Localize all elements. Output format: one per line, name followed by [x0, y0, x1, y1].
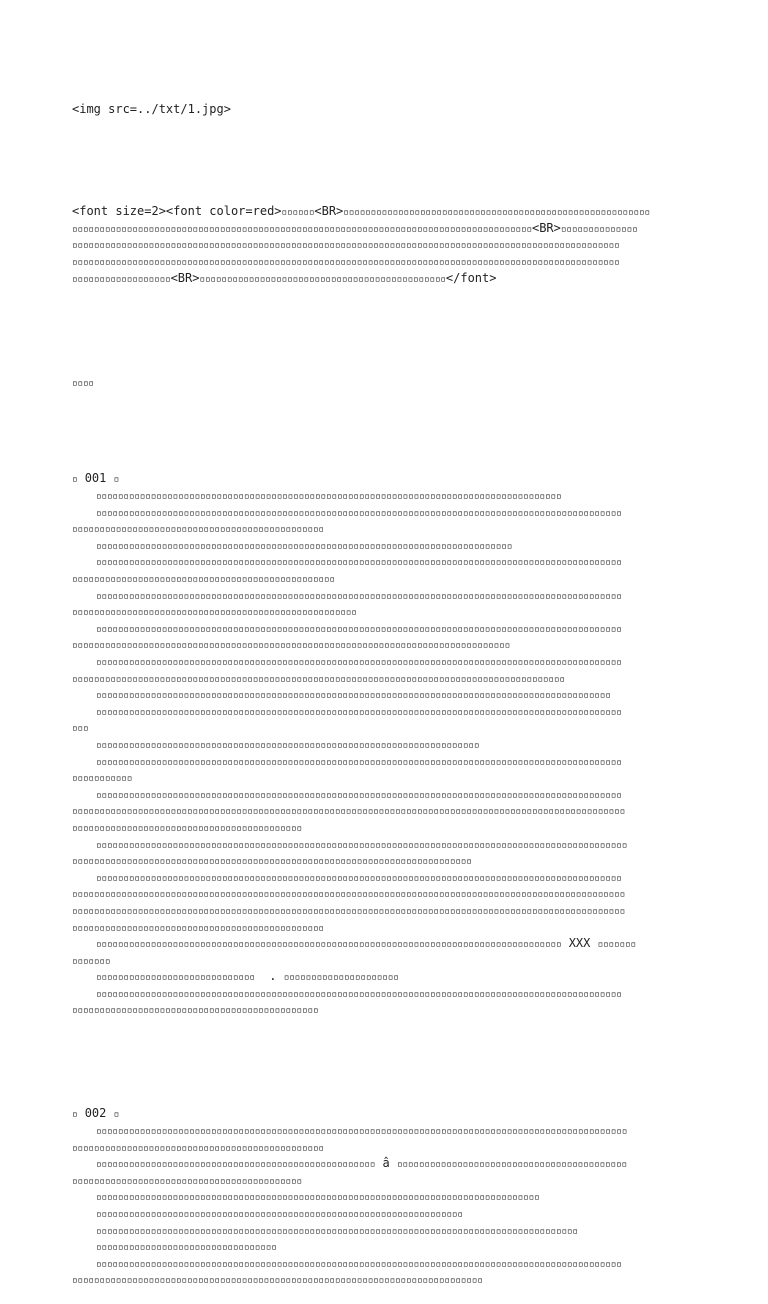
- unrendered-glyphs: ▫▫▫▫▫▫: [281, 207, 315, 219]
- text-line: [72, 1002, 712, 1019]
- text-line: [72, 1189, 712, 1206]
- unrendered-glyphs: ▫▫▫▫▫▫▫▫▫▫▫▫▫▫▫▫▫▫: [72, 273, 171, 285]
- text-line: [72, 1206, 712, 1223]
- unrendered-glyphs: ▫▫▫▫▫▫▫▫▫▫▫▫▫▫▫▫▫▫▫▫▫▫▫▫▫▫▫▫▫▫▫▫▫▫▫▫▫▫▫▫▫▫▫▫▫▫▫▫▫▫▫▫▫▫▫▫▫▫▫▫▫▫▫▫▫▫▫▫▫▫▫▫▫▫▫▫▫▫▫▫▫▫▫▫▫▫▫▫▫▫▫▫▫▫▫▫: [96, 507, 622, 519]
- text-line: [72, 953, 712, 970]
- unrendered-glyphs: ▫▫▫▫▫▫▫▫▫▫▫▫▫▫▫▫▫▫▫▫▫▫▫▫▫▫▫▫▫▫▫▫▫▫▫▫▫▫▫▫▫▫▫▫▫▫▫▫▫▫▫▫▫▫▫▫▫▫▫▫▫▫▫▫▫▫▫▫▫▫▫▫▫▫▫▫▫▫▫▫▫▫▫▫▫: [96, 939, 562, 951]
- markup-tag: </font>: [445, 270, 497, 285]
- unrendered-glyphs: ▫: [113, 474, 120, 486]
- unrendered-glyphs: ▫▫▫▫▫▫▫▫▫▫▫▫▫▫▫▫▫▫▫▫▫▫▫▫▫▫▫▫▫▫▫▫▫▫▫▫▫▫▫▫▫▫▫▫▫: [72, 1005, 319, 1017]
- unrendered-glyphs: ▫: [72, 1109, 78, 1121]
- unrendered-glyphs: ▫▫▫▫▫▫▫▫▫▫▫: [72, 773, 133, 785]
- unrendered-glyphs: ▫▫▫▫▫▫▫▫▫▫▫▫▫▫: [560, 223, 638, 235]
- inline-text: .: [254, 969, 284, 984]
- text-line: [72, 654, 712, 671]
- unrendered-glyphs: ▫▫▫▫: [72, 377, 94, 389]
- unrendered-glyphs: ▫▫▫▫▫▫▫▫▫▫▫▫▫▫▫▫▫▫▫▫▫▫▫▫▫▫▫▫▫▫▫▫▫▫▫▫▫▫▫▫▫▫▫▫▫▫▫▫▫▫▫▫▫▫▫▫▫▫▫▫▫▫▫▫▫▫▫▫▫▫▫▫▫▫▫▫▫▫▫▫▫▫▫▫▫▫▫▫▫▫▫▫▫▫▫▫▫▫▫▫: [72, 240, 620, 252]
- chapter-number: 002: [77, 1106, 114, 1121]
- unrendered-glyphs: ▫▫▫▫▫▫▫▫▫▫▫▫▫▫▫▫▫▫▫▫▫▫▫▫▫▫▫▫▫▫▫▫▫▫▫▫▫▫▫▫▫▫▫▫▫▫: [72, 524, 324, 536]
- unrendered-glyphs: ▫▫▫: [72, 723, 89, 735]
- markup-tag: <BR>: [314, 204, 344, 219]
- text-line: [72, 986, 712, 1003]
- unrendered-glyphs: ▫▫▫▫▫▫▫▫▫▫▫▫▫▫▫▫▫▫▫▫▫▫▫▫▫▫▫▫▫▫▫▫▫▫▫▫▫▫▫▫▫▫▫▫▫▫▫▫▫▫▫▫▫▫▫▫▫▫▫▫▫▫▫▫▫▫▫▫▫▫▫▫▫▫▫▫▫▫▫▫▫▫▫▫▫▫▫▫▫▫▫▫▫▫▫▫▫▫▫▫: [72, 256, 620, 268]
- text-line: [72, 969, 712, 986]
- unrendered-glyphs: ▫▫▫▫▫▫▫▫▫▫▫▫▫▫▫▫▫▫▫▫▫▫▫▫▫▫▫▫▫▫▫▫▫▫▫▫▫▫▫▫▫▫▫▫▫▫▫▫▫▫▫▫▫▫▫▫▫▫▫▫▫▫▫▫▫▫▫▫▫▫▫▫▫▫▫▫▫▫▫▫: [72, 640, 511, 652]
- unrendered-glyphs: ▫▫▫▫▫▫▫▫▫▫▫▫▫▫▫▫▫▫▫▫▫▫▫▫▫▫▫▫▫: [96, 972, 255, 984]
- text-line: [72, 1272, 712, 1289]
- unrendered-glyphs: ▫▫▫▫▫▫▫▫▫▫▫▫▫▫▫▫▫▫▫▫▫▫▫▫▫▫▫▫▫▫▫▫▫▫▫▫▫▫▫▫▫▫▫▫▫▫▫▫▫▫▫▫▫▫▫▫▫▫▫▫▫▫▫▫▫▫▫▫▫▫▫▫▫▫▫▫▫▫▫▫▫▫▫▫: [72, 223, 532, 235]
- chapter-002: [72, 1106, 712, 1289]
- unrendered-glyphs: ▫▫▫▫▫▫▫▫▫▫▫▫▫▫▫▫▫▫▫▫▫▫▫▫▫▫▫▫▫▫▫▫▫▫▫▫▫▫▫▫▫▫▫▫▫▫▫▫▫▫▫▫▫▫▫▫▫▫▫▫▫▫▫▫▫▫▫▫▫▫▫▫▫▫▫▫▫▫▫▫▫▫▫▫▫▫▫▫▫▫▫▫▫▫▫▫: [96, 1258, 622, 1270]
- text-line: [72, 1156, 712, 1173]
- text-line: [72, 1173, 712, 1190]
- unrendered-glyphs: ▫▫▫▫▫▫▫▫▫▫▫▫▫▫▫▫▫▫▫▫▫▫▫▫▫▫▫▫▫▫▫▫▫▫▫▫▫▫▫▫▫▫: [396, 1159, 627, 1171]
- unrendered-glyphs: ▫▫▫▫▫▫▫▫▫▫▫▫▫▫▫▫▫▫▫▫▫▫▫▫▫▫▫▫▫▫▫▫▫▫▫▫▫▫▫▫▫▫▫▫▫▫: [72, 922, 324, 934]
- markup-line: [72, 271, 712, 288]
- unrendered-glyphs: ▫▫▫▫▫▫▫▫▫▫▫▫▫▫▫▫▫▫▫▫▫▫▫▫▫▫▫▫▫▫▫▫▫▫▫▫▫▫▫▫▫▫▫▫▫▫▫▫▫▫▫▫▫▫▫▫▫▫▫▫▫▫▫▫▫▫▫: [96, 1209, 463, 1220]
- text-line: [72, 853, 712, 870]
- text-line: [72, 820, 712, 837]
- unrendered-glyphs: ▫▫▫▫▫▫▫▫▫▫▫▫▫▫▫▫▫▫▫▫▫▫▫▫▫▫▫▫▫▫▫▫▫▫▫▫▫▫▫▫▫▫▫▫▫▫▫▫▫▫▫▫▫▫▫▫▫▫▫▫▫▫▫▫▫▫▫▫▫▫▫▫▫▫▫▫▫▫▫▫▫▫▫▫▫▫▫▫▫▫▫▫▫▫▫▫: [96, 557, 622, 569]
- text-line: [72, 571, 712, 588]
- text-line: [72, 621, 712, 638]
- text-line: [72, 554, 712, 571]
- unrendered-glyphs: ▫▫▫▫▫▫▫▫▫▫▫▫▫▫▫▫▫▫▫▫▫▫▫▫▫▫▫▫▫▫▫▫▫▫▫▫▫▫▫▫▫▫▫▫▫▫▫▫▫▫▫▫▫▫▫▫▫▫▫▫▫▫▫▫▫▫▫▫▫▫▫▫▫▫▫▫▫▫▫▫▫▫▫▫▫▫▫▫▫▫▫▫▫▫▫▫: [96, 872, 622, 884]
- unrendered-glyphs: ▫▫▫▫▫▫▫▫▫▫▫▫▫▫▫▫▫▫▫▫▫▫▫▫▫▫▫▫▫▫▫▫▫▫▫▫▫▫▫▫▫▫▫▫▫▫▫▫▫▫▫▫▫▫▫▫▫▫▫▫▫▫▫▫▫▫▫▫▫▫▫▫▫▫▫▫▫▫▫▫▫▫▫▫▫▫▫▫▫▫▫▫▫▫▫▫: [96, 756, 622, 768]
- text-line: [72, 787, 712, 804]
- unrendered-glyphs: ▫▫▫▫▫▫▫: [72, 955, 111, 967]
- unrendered-glyphs: ▫▫▫▫▫▫▫▫▫▫▫▫▫▫▫▫▫▫▫▫▫▫▫▫▫▫▫▫▫▫▫▫▫▫▫▫▫▫▫▫▫▫▫▫▫▫▫▫▫▫▫▫▫▫▫▫▫▫▫▫▫▫▫▫▫▫▫▫▫▫▫▫▫: [72, 856, 472, 868]
- text-line: [72, 588, 712, 605]
- spacer: [72, 420, 712, 442]
- text-line: [72, 903, 712, 920]
- unrendered-glyphs: ▫▫▫▫▫▫▫▫▫▫▫▫▫▫▫▫▫▫▫▫▫▫▫▫▫▫▫▫▫▫▫▫▫▫▫▫▫▫▫▫▫▫▫▫▫▫▫▫▫▫▫▫▫▫▫▫▫▫▫▫▫▫▫▫▫▫▫▫▫▫▫▫▫▫▫▫▫▫▫▫▫▫▫▫▫▫▫▫▫▫▫▫▫▫▫▫: [96, 657, 622, 668]
- text-line: [72, 538, 712, 555]
- text-line: [72, 837, 712, 854]
- text-line: [72, 754, 712, 771]
- markup-tag: <BR>: [170, 270, 200, 285]
- unrendered-glyphs: ▫▫▫▫▫▫▫▫▫▫▫▫▫▫▫▫▫▫▫▫▫▫▫▫▫▫▫▫▫▫▫▫▫▫▫▫▫▫▫▫▫▫▫▫▫▫▫▫▫▫▫▫▫▫▫▫▫▫▫▫▫▫▫▫▫▫▫▫▫▫▫▫▫▫▫▫▫▫▫▫▫▫▫▫▫▫▫▫▫▫▫▫▫▫▫▫▫▫▫▫▫: [72, 889, 626, 901]
- unrendered-glyphs: ▫▫▫▫▫▫▫▫▫▫▫▫▫▫▫▫▫▫▫▫▫▫▫▫▫▫▫▫▫▫▫▫▫▫▫▫▫▫▫▫▫▫▫▫▫▫▫▫▫▫▫▫▫▫▫▫▫▫▫▫▫▫▫▫▫▫▫▫▫▫▫▫▫▫▫▫▫▫▫▫▫▫▫▫▫▫▫▫▫▫▫▫▫▫▫▫▫▫▫▫▫: [72, 806, 626, 818]
- unrendered-glyphs: ▫▫▫▫▫▫▫▫▫▫▫▫▫▫▫▫▫▫▫▫▫▫▫▫▫▫▫▫▫▫▫▫▫▫▫▫▫▫▫▫▫▫▫▫▫▫: [72, 1142, 324, 1154]
- unrendered-glyphs: ▫▫▫▫▫▫▫▫▫▫▫▫▫▫▫▫▫▫▫▫▫▫▫▫▫▫▫▫▫▫▫▫▫▫▫▫▫▫▫▫▫▫▫▫▫▫▫▫▫▫▫▫▫▫▫▫▫▫▫▫▫▫▫▫▫▫▫▫▫▫▫▫▫▫▫▫▫▫▫▫▫▫▫▫▫▫▫▫▫▫▫▫▫▫▫▫: [96, 988, 622, 1000]
- text-line: [72, 704, 712, 721]
- unrendered-glyphs: ▫▫▫▫▫▫▫▫▫▫▫▫▫▫▫▫▫▫▫▫▫▫▫▫▫▫▫▫▫▫▫▫▫▫▫▫▫▫▫▫▫▫▫▫▫▫▫▫▫▫▫▫▫▫▫▫▫▫▫▫▫▫▫▫▫▫▫▫▫▫▫▫▫▫▫▫▫▫▫▫▫▫▫▫▫▫▫▫▫▫▫▫▫▫▫▫▫: [96, 1126, 628, 1138]
- unrendered-glyphs: ▫▫▫▫▫▫▫▫▫▫▫▫▫▫▫▫▫▫▫▫▫▫▫▫▫▫▫▫▫▫▫▫▫▫▫▫▫▫▫▫▫▫▫▫▫▫▫▫▫▫▫▫▫▫▫▫▫▫▫▫▫▫▫▫▫▫▫▫▫▫▫▫▫▫▫▫▫▫▫▫▫: [96, 1192, 540, 1204]
- unrendered-glyphs: ▫: [113, 1109, 120, 1121]
- font-markup-block: [72, 204, 712, 287]
- markup-tag: <font size=2><font color=red>: [72, 204, 282, 219]
- text-line: [72, 637, 712, 654]
- chapter-number: 001: [77, 471, 114, 486]
- document-body: [72, 73, 712, 1304]
- text-line: [72, 687, 712, 704]
- spacer: [72, 316, 712, 345]
- spacer: [72, 146, 712, 175]
- spacer: [72, 1048, 712, 1077]
- markup-line: [72, 254, 712, 271]
- unrendered-glyphs: ▫▫▫▫▫▫▫▫▫▫▫▫▫▫▫▫▫▫▫▫▫▫▫▫▫▫▫▫▫▫▫▫▫▫▫▫▫▫▫▫▫▫▫▫▫▫▫▫▫▫▫▫▫▫▫▫▫▫▫▫▫▫▫▫▫▫▫▫▫▫▫▫▫▫▫▫▫▫▫▫▫▫▫▫▫▫▫▫▫▫▫▫▫▫▫▫: [96, 706, 622, 718]
- text-line: [72, 737, 712, 754]
- unrendered-glyphs: ▫▫▫▫▫▫▫▫▫▫▫▫▫▫▫▫▫▫▫▫▫▫▫▫▫▫▫▫▫▫▫▫▫▫▫▫▫▫▫▫▫▫▫▫▫▫▫▫▫▫▫▫▫▫▫▫▫▫▫▫▫▫▫▫▫▫▫▫▫▫: [96, 739, 480, 751]
- markup-tag: <BR>: [531, 220, 561, 235]
- chapter-list-heading: [72, 375, 712, 392]
- inline-text: â: [375, 1156, 397, 1171]
- unrendered-glyphs: ▫▫▫▫▫▫▫▫▫▫▫▫▫▫▫▫▫▫▫▫▫: [283, 972, 399, 984]
- text-line: [72, 604, 712, 621]
- unrendered-glyphs: ▫▫▫▫▫▫▫▫▫▫▫▫▫▫▫▫▫▫▫▫▫▫▫▫▫▫▫▫▫▫▫▫▫▫▫▫▫▫▫▫▫▫▫▫▫▫▫▫▫▫▫▫▫▫▫▫▫▫▫▫▫▫▫▫▫▫▫▫▫▫▫▫▫▫▫▫▫▫▫▫▫▫▫▫▫▫▫▫▫▫▫▫▫▫▫▫▫: [96, 839, 628, 851]
- unrendered-glyphs: ▫▫▫▫▫▫▫: [597, 939, 636, 951]
- chapter-label: [72, 471, 712, 488]
- unrendered-glyphs: ▫▫▫▫▫▫▫▫▫▫▫▫▫▫▫▫▫▫▫▫▫▫▫▫▫▫▫▫▫▫▫▫▫▫▫▫▫▫▫▫▫▫▫▫▫▫▫▫▫▫▫▫: [72, 607, 357, 619]
- text-line: [72, 1223, 712, 1240]
- unrendered-glyphs: ▫▫▫▫▫▫▫▫▫▫▫▫▫▫▫▫▫▫▫▫▫▫▫▫▫▫▫▫▫▫▫▫▫▫▫▫▫▫▫▫▫▫▫▫▫▫▫▫▫▫▫▫▫▫▫▫▫▫▫▫▫▫▫▫▫▫▫▫▫▫▫▫▫▫▫▫▫▫▫▫▫▫▫▫▫▫▫▫▫▫: [72, 673, 565, 685]
- unrendered-glyphs: ▫▫▫▫▫▫▫▫▫▫▫▫▫▫▫▫▫▫▫▫▫▫▫▫▫▫▫▫▫▫▫▫▫▫▫▫▫▫▫▫▫▫: [72, 1175, 302, 1187]
- unrendered-glyphs: ▫: [72, 474, 78, 486]
- chapter-001: [72, 471, 712, 1019]
- text-line: [72, 870, 712, 887]
- unrendered-glyphs: ▫▫▫▫▫▫▫▫▫▫▫▫▫▫▫▫▫▫▫▫▫▫▫▫▫▫▫▫▫▫▫▫▫▫▫▫▫▫▫▫▫▫▫▫▫▫▫▫▫▫▫▫▫▫▫▫: [343, 207, 650, 219]
- unrendered-glyphs: ▫▫▫▫▫▫▫▫▫▫▫▫▫▫▫▫▫▫▫▫▫▫▫▫▫▫▫▫▫▫▫▫▫▫▫▫▫▫▫▫▫▫▫▫▫▫▫▫▫▫▫▫▫▫▫▫▫▫▫▫▫▫▫▫▫▫▫▫▫▫▫▫▫▫▫▫▫▫▫▫▫▫▫▫▫▫▫▫▫▫▫▫▫▫▫▫: [96, 789, 622, 801]
- unrendered-glyphs: ▫▫▫▫▫▫▫▫▫▫▫▫▫▫▫▫▫▫▫▫▫▫▫▫▫▫▫▫▫▫▫▫▫▫▫▫▫▫▫▫▫▫▫▫▫▫▫▫▫▫▫▫▫▫▫▫▫▫▫▫▫▫▫▫▫▫▫▫▫▫▫▫▫▫▫: [72, 1275, 483, 1287]
- unrendered-glyphs: ▫▫▫▫▫▫▫▫▫▫▫▫▫▫▫▫▫▫▫▫▫▫▫▫▫▫▫▫▫▫▫▫▫▫▫▫▫▫▫▫▫▫: [72, 822, 302, 834]
- unrendered-glyphs: ▫▫▫▫▫▫▫▫▫▫▫▫▫▫▫▫▫▫▫▫▫▫▫▫▫▫▫▫▫▫▫▫▫▫▫▫▫▫▫▫▫▫▫▫▫▫▫▫▫▫▫▫▫▫▫▫▫▫▫▫▫▫▫▫▫▫▫▫▫▫▫▫▫▫▫▫▫▫▫▫▫▫▫▫▫▫▫▫▫▫▫▫▫▫▫▫▫▫▫▫▫: [72, 905, 626, 917]
- chapter-label: [72, 1106, 712, 1123]
- text-line: [72, 920, 712, 937]
- unrendered-glyphs: ▫▫▫▫▫▫▫▫▫▫▫▫▫▫▫▫▫▫▫▫▫▫▫▫▫▫▫▫▫▫▫▫▫▫▫▫▫▫▫▫▫▫▫▫▫▫▫▫▫▫▫▫▫▫▫▫▫▫▫▫▫▫▫▫▫▫▫▫▫▫▫▫▫▫▫▫▫▫▫▫▫▫▫▫▫▫▫▫▫▫▫▫▫▫▫▫: [96, 590, 622, 602]
- text-line: [72, 720, 712, 737]
- unrendered-glyphs: ▫▫▫▫▫▫▫▫▫▫▫▫▫▫▫▫▫▫▫▫▫▫▫▫▫▫▫▫▫▫▫▫▫▫▫▫▫▫▫▫▫▫▫▫▫: [199, 273, 446, 285]
- unrendered-glyphs: ▫▫▫▫▫▫▫▫▫▫▫▫▫▫▫▫▫▫▫▫▫▫▫▫▫▫▫▫▫▫▫▫▫: [96, 1242, 277, 1254]
- text-line: [72, 671, 712, 688]
- unrendered-glyphs: ▫▫▫▫▫▫▫▫▫▫▫▫▫▫▫▫▫▫▫▫▫▫▫▫▫▫▫▫▫▫▫▫▫▫▫▫▫▫▫▫▫▫▫▫▫▫▫▫▫▫▫▫▫▫▫▫▫▫▫▫▫▫▫▫▫▫▫▫▫▫▫▫▫▫▫▫▫▫▫▫▫▫▫▫▫▫▫▫▫▫▫▫▫▫▫▫: [96, 623, 622, 635]
- text-line: [72, 521, 712, 538]
- unrendered-glyphs: ▫▫▫▫▫▫▫▫▫▫▫▫▫▫▫▫▫▫▫▫▫▫▫▫▫▫▫▫▫▫▫▫▫▫▫▫▫▫▫▫▫▫▫▫▫▫▫▫▫▫▫▫▫▫▫▫▫▫▫▫▫▫▫▫▫▫▫▫▫▫▫▫▫▫▫▫: [96, 540, 513, 552]
- markup-line: [72, 221, 712, 238]
- inline-text: XXX: [561, 936, 598, 951]
- text-line: [72, 505, 712, 522]
- text-line: [72, 1123, 712, 1140]
- unrendered-glyphs: ▫▫▫▫▫▫▫▫▫▫▫▫▫▫▫▫▫▫▫▫▫▫▫▫▫▫▫▫▫▫▫▫▫▫▫▫▫▫▫▫▫▫▫▫▫▫▫▫: [72, 574, 335, 586]
- img-tag-line: <img src=../txt/1.jpg>: [72, 102, 231, 117]
- text-line: [72, 886, 712, 903]
- text-line: [72, 803, 712, 820]
- text-line: [72, 488, 712, 505]
- text-line: [72, 936, 712, 953]
- markup-line: [72, 237, 712, 254]
- unrendered-glyphs: ▫▫▫▫▫▫▫▫▫▫▫▫▫▫▫▫▫▫▫▫▫▫▫▫▫▫▫▫▫▫▫▫▫▫▫▫▫▫▫▫▫▫▫▫▫▫▫▫▫▫▫▫▫▫▫▫▫▫▫▫▫▫▫▫▫▫▫▫▫▫▫▫▫▫▫▫▫▫▫▫▫▫▫▫▫: [96, 491, 562, 503]
- text-line: [72, 1256, 712, 1273]
- markup-line: [72, 204, 712, 221]
- text-line: [72, 1239, 712, 1256]
- text-line: [72, 770, 712, 787]
- text-line: [72, 1140, 712, 1157]
- unrendered-glyphs: ▫▫▫▫▫▫▫▫▫▫▫▫▫▫▫▫▫▫▫▫▫▫▫▫▫▫▫▫▫▫▫▫▫▫▫▫▫▫▫▫▫▫▫▫▫▫▫▫▫▫▫▫▫▫▫▫▫▫▫▫▫▫▫▫▫▫▫▫▫▫▫▫▫▫▫▫▫▫▫▫▫▫▫▫▫▫▫▫▫▫▫▫▫▫: [96, 690, 611, 702]
- unrendered-glyphs: ▫▫▫▫▫▫▫▫▫▫▫▫▫▫▫▫▫▫▫▫▫▫▫▫▫▫▫▫▫▫▫▫▫▫▫▫▫▫▫▫▫▫▫▫▫▫▫▫▫▫▫▫▫▫▫▫▫▫▫▫▫▫▫▫▫▫▫▫▫▫▫▫▫▫▫▫▫▫▫▫▫▫▫▫▫▫▫▫: [96, 1225, 578, 1237]
- unrendered-glyphs: ▫▫▫▫▫▫▫▫▫▫▫▫▫▫▫▫▫▫▫▫▫▫▫▫▫▫▫▫▫▫▫▫▫▫▫▫▫▫▫▫▫▫▫▫▫▫▫▫▫▫▫: [96, 1159, 376, 1171]
